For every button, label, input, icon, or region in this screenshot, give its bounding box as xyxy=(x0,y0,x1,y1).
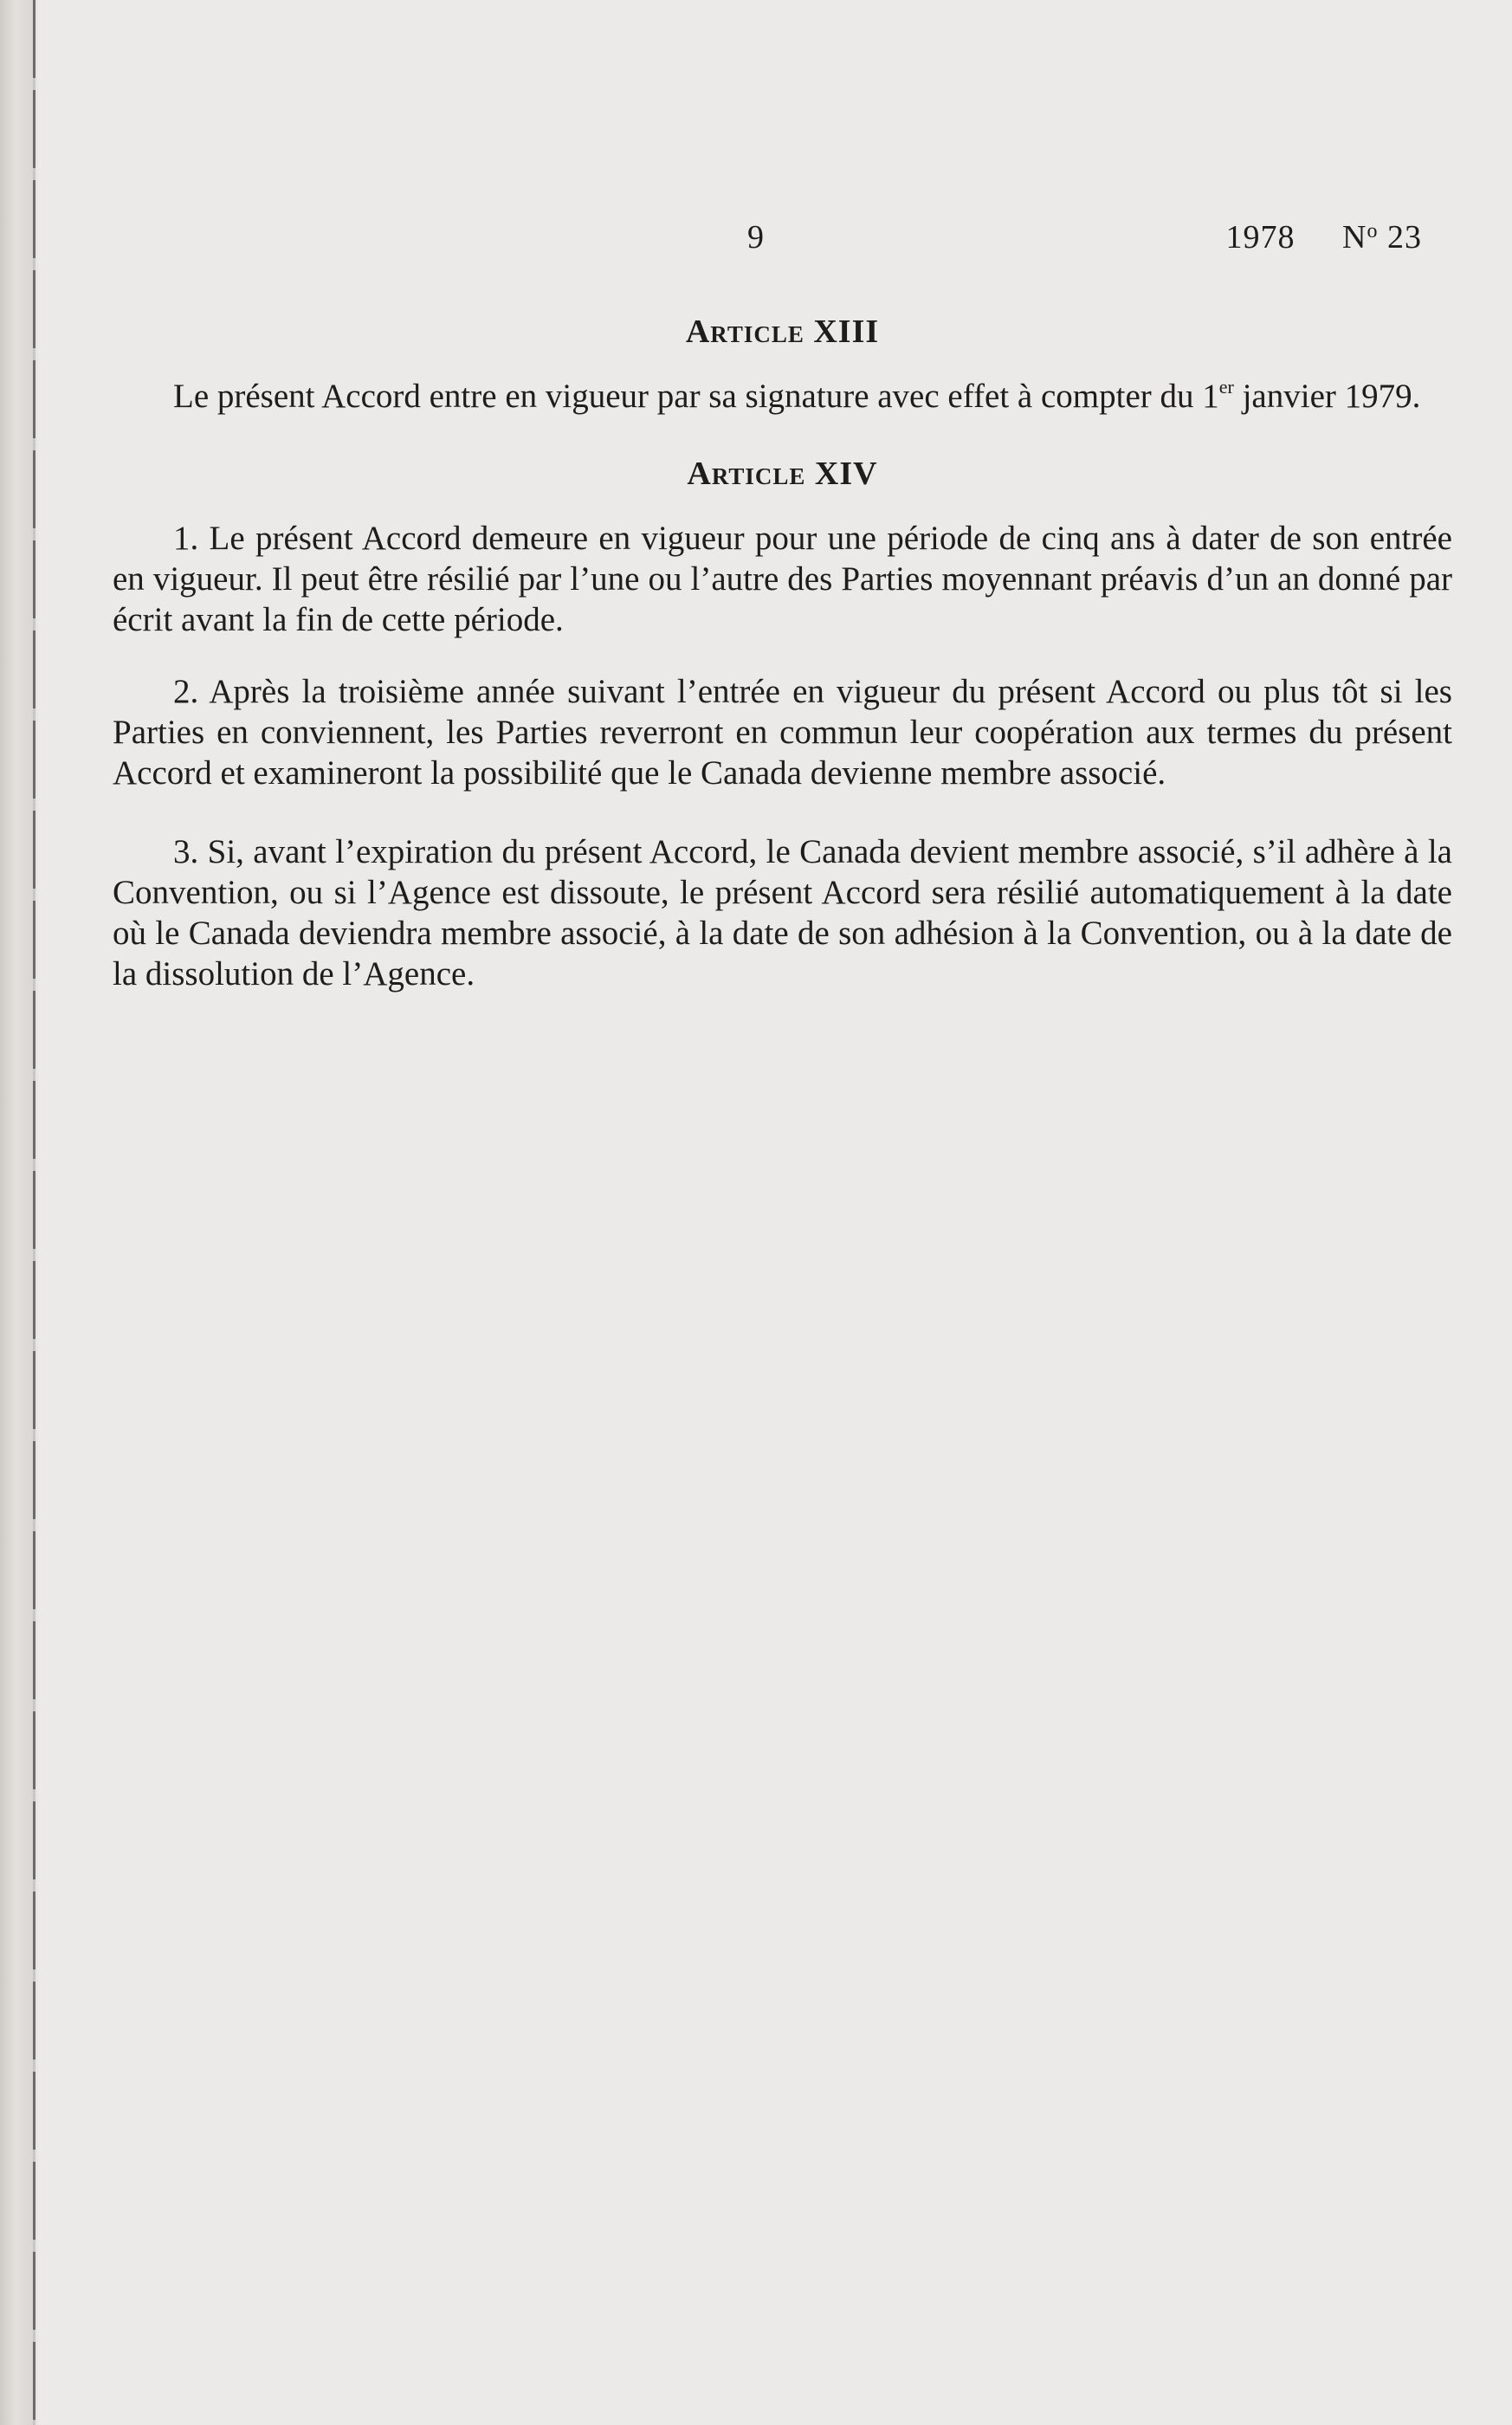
article-14-paragraph-1: 1. Le présent Accord demeure en vigueur pour une période de cinq ans à dater de son entrée en vigueur. Il peut être résilié par l’une ou l’autre des Parties moyennant préavis d’un an donné par écrit avant la fin de cette période. xyxy=(113,520,1452,638)
document-year: 1978 xyxy=(1225,219,1296,255)
page-number: 9 xyxy=(747,219,764,255)
document-page xyxy=(38,0,1512,2425)
article-14-paragraph-3: 3. Si, avant l’expiration du présent Accord, le Canada devient membre associé, s’il adhère à la Convention, ou si l’Agence est dissoute, le présent Accord sera résilié automatiquement à la date où le Canada deviendra membre associé, à la date de son adhésion à la Convention, ou à la date de la dissolution de l’Agence. xyxy=(113,833,1452,993)
article-13-heading: Article XIII xyxy=(685,314,880,350)
article-13-text-end: janvier 1979. xyxy=(1233,378,1421,415)
number-sign xyxy=(1342,219,1378,255)
article-13-text: Le présent Accord entre en vigueur par sa signature avec effet à compter du 1 xyxy=(173,378,1219,415)
article-14-paragraph-2: 2. Après la troisième année suivant l’entrée en vigueur du présent Accord ou plus tôt si les Parties en conviennent, les Parties reverront en commun leur coopération aux termes du présent Accord et examineront la possibilité que le Canada devienne membre associé. xyxy=(113,673,1452,792)
document-number: 23 xyxy=(1387,219,1422,255)
page-header xyxy=(38,218,1512,262)
article-14-heading: Article XIV xyxy=(687,456,878,492)
binding-edge xyxy=(0,0,35,2425)
article-13-superscript: er xyxy=(1218,376,1234,398)
binding-stitch-line xyxy=(33,0,36,2425)
number-sign-superscript: o xyxy=(1367,220,1379,242)
document-body xyxy=(113,312,1452,994)
number-sign-letter: N xyxy=(1342,219,1367,255)
article-13-paragraph xyxy=(113,376,1452,417)
document-reference xyxy=(1226,218,1422,256)
